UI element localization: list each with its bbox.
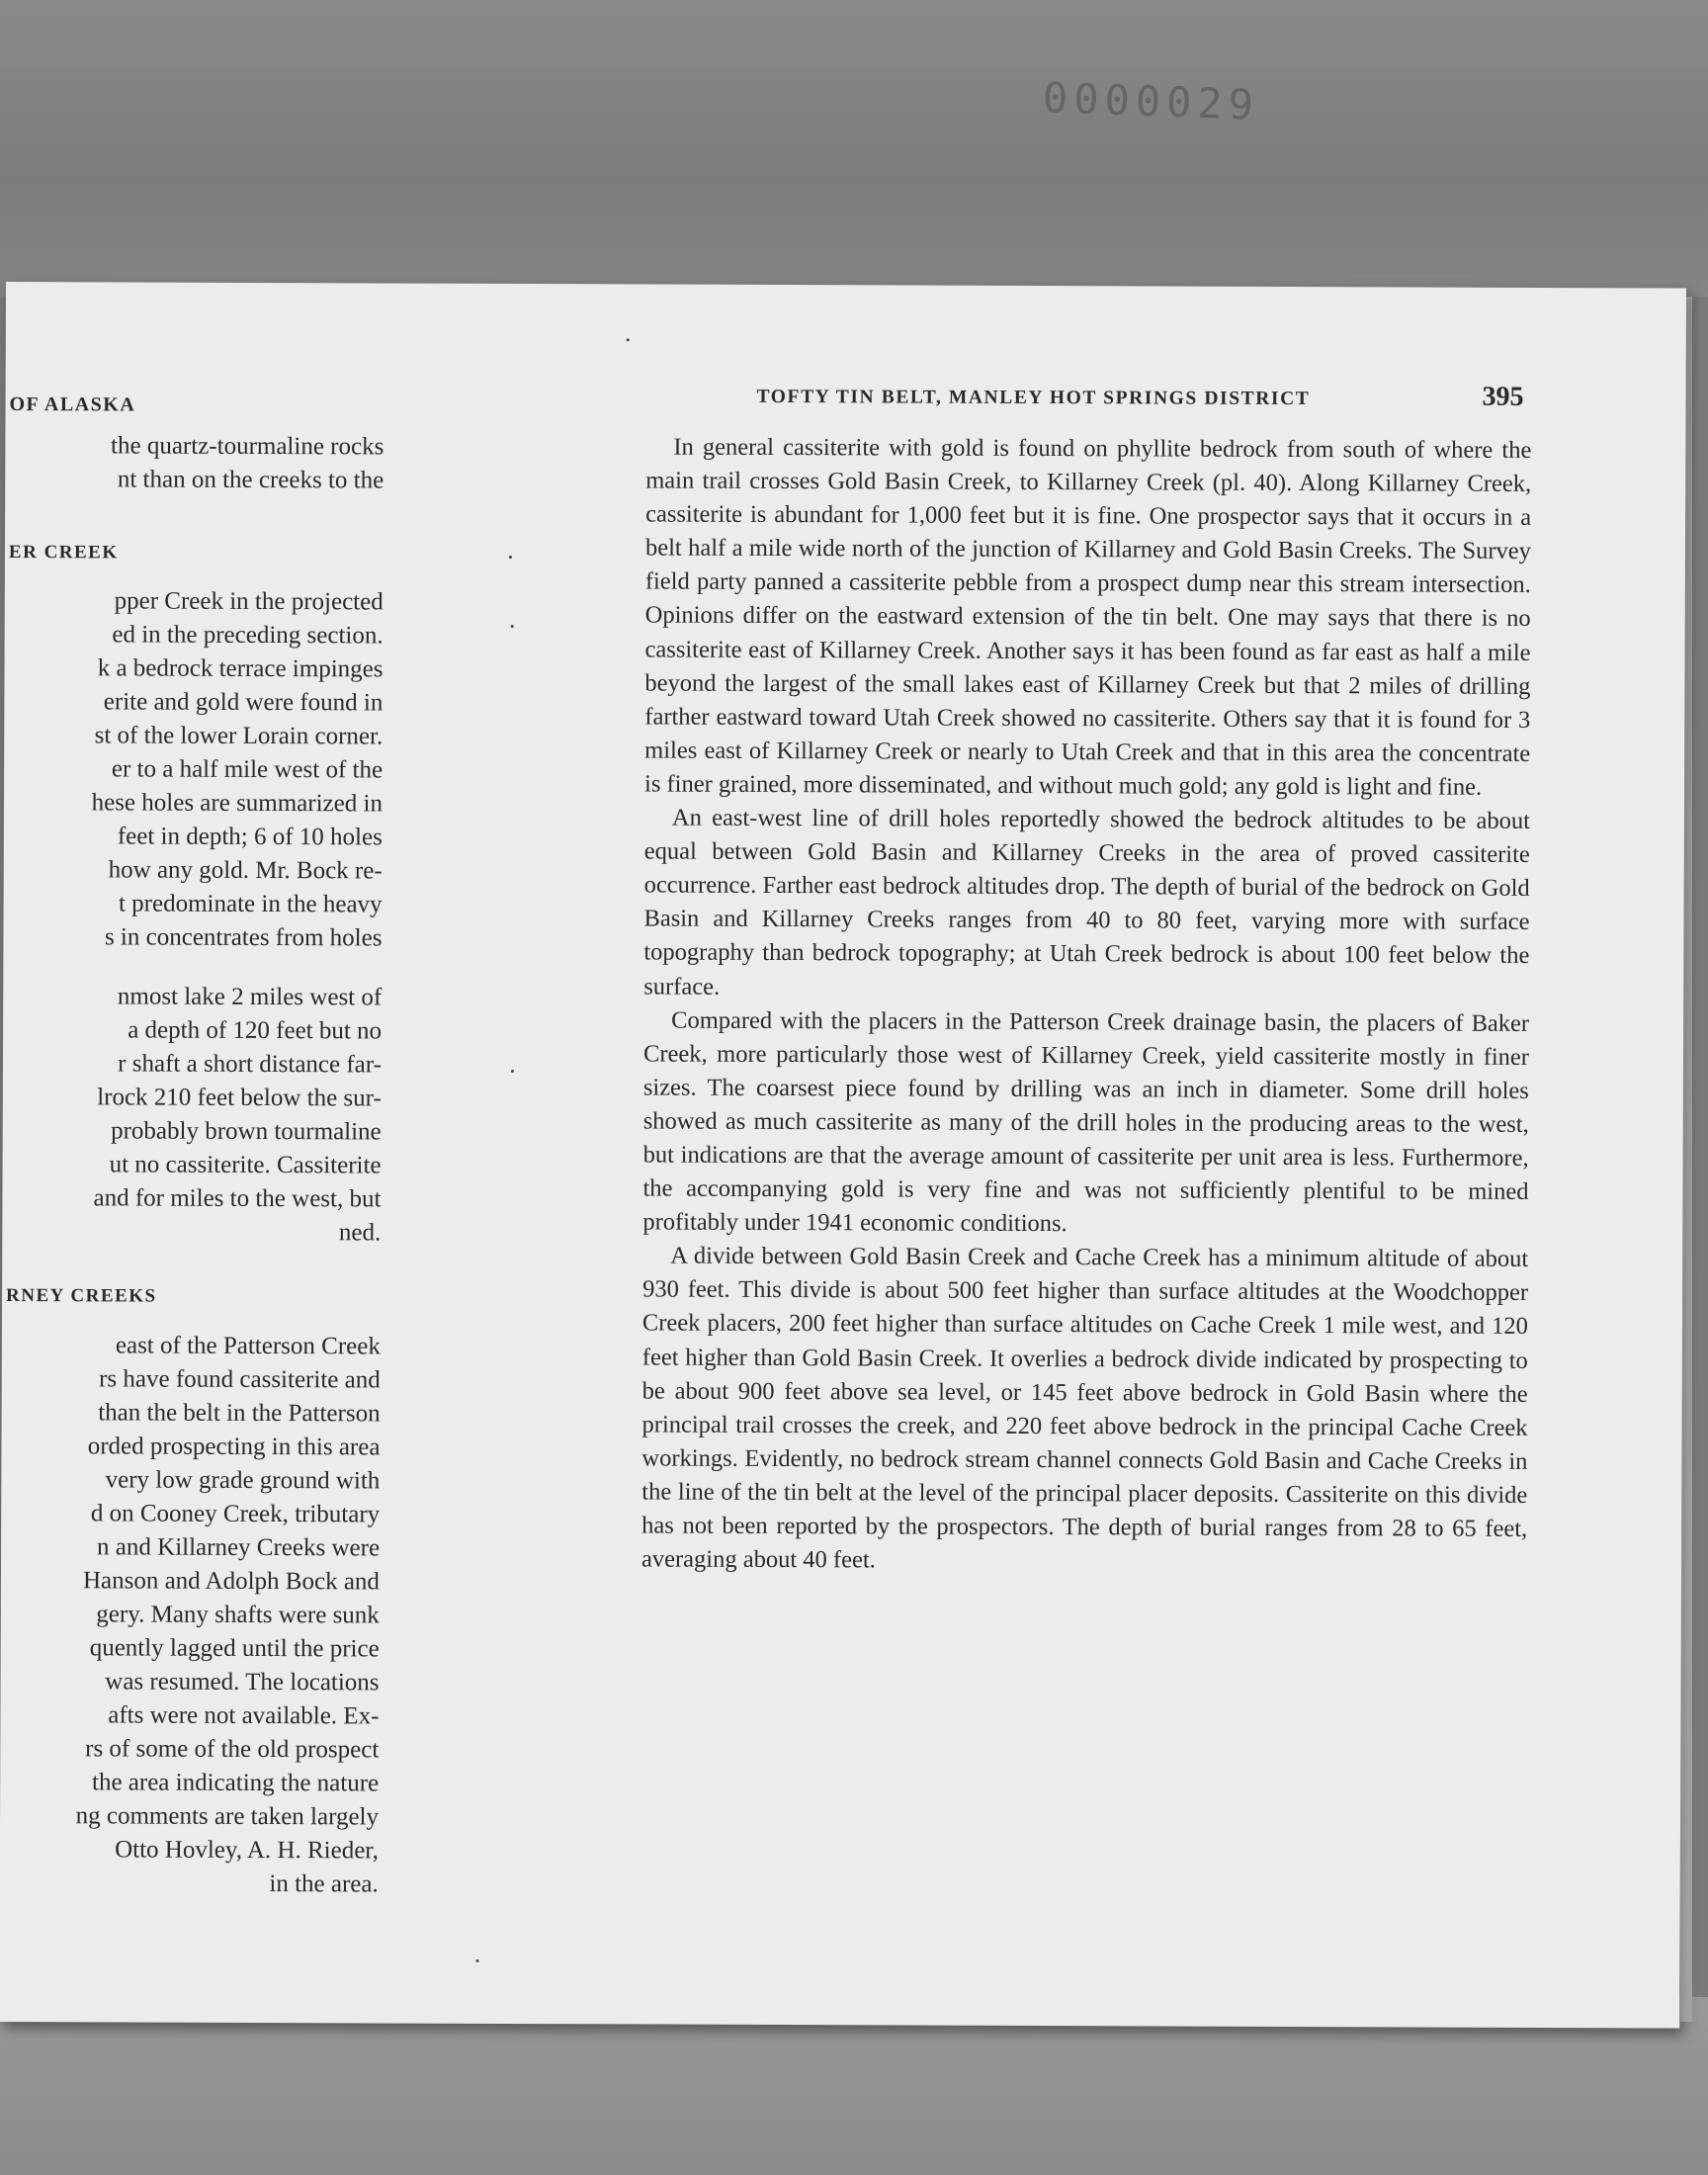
left-text-line: lrock 210 feet below the sur-: [97, 1084, 382, 1112]
left-text-line: was resumed. The locations: [105, 1668, 380, 1696]
left-text-line: s in concentrates from holes: [104, 923, 383, 952]
left-text-line: a depth of 120 feet but no: [128, 1016, 383, 1045]
left-text-line: st of the lower Lorain corner.: [94, 722, 384, 750]
left-text-line: how any gold. Mr. Bock re-: [108, 856, 383, 885]
paragraph: In general cassiterite with gold is found on phyllite bedrock from south of where the main trail crosses Gold Basin Creek, to Killarney Creek (pl. 40). Along Killarney Creek, cassiterite is abundant for 1,000 feet but it is fine. One prospector says that it occurs in a belt half a mile wide north of the junction of Killarney and Gold Basin Creeks. The Survey field party panned a cassiterite pebble from a prospect dump near this stream intersection. Opinions differ on the eastward extension of the tin belt. One may says that there is no cassiterite east of Killarney Creek. Another says it has been found as far east as half a mile beyond the largest of the small lakes east of Killarney Creek but that 2 miles of drilling farther eastward toward Utah Creek showed no cassiterite. Others say that it is found for 3 miles east of Killarney Creek or nearly to Utah Creek and that in this area the concentrate is finer grained, more disseminated, and without much gold; any gold is light and fine.: [644, 433, 1532, 801]
paragraph: An east-west line of drill holes reportedly showed the bedrock altitudes to be about equal between Gold Basin and Killarney Creeks in the area of proved cassiterite occurrence. Farther east bedrock altitudes drop. The depth of burial of the bedrock on Gold Basin and Killarney Creeks ranges from 40 to 80 feet, varying more with surface topography than bedrock topography; at Utah Creek bedrock is about 100 feet below the surface.: [643, 804, 1530, 1000]
left-text-line: Hanson and Adolph Bock and: [82, 1567, 381, 1596]
scan-speck: [627, 338, 630, 341]
left-text-line: ut no cassiterite. Cassiterite: [109, 1151, 382, 1179]
left-page-column: [0, 282, 386, 1963]
left-text-line: quently lagged until the price: [89, 1634, 380, 1663]
left-text-line: erite and gold were found in: [103, 688, 384, 717]
paragraph: A divide between Gold Basin Creek and Cache Creek has a minimum altitude of about 930 feet. This divide is about 500 feet higher than surface altitudes at the Woodchopper Creek placers, 200 feet higher than surface altitudes on Cache Creek 1 mile west, and 120 feet higher than Gold Basin Creek. It overlies a bedrock divide indicated by prospecting to be about 900 feet above sea level, or 145 feet above bedrock in Gold Basin where the principal trail crosses the creek, and 220 feet above bedrock in the principal Cache Creek workings. Evidently, no bedrock stream channel connects Gold Basin and Cache Creeks in the line of the tin belt at the level of the principal placer deposits. Cassiterite on this divide has not been reported by the prospectors. The depth of burial ranges from 28 to 65 feet, averaging about 40 feet.: [640, 1242, 1529, 1574]
left-text-line: and for miles to the west, but: [93, 1184, 382, 1213]
left-text-line: r shaft a short distance far-: [118, 1050, 383, 1079]
scan-speck: [511, 625, 514, 628]
left-text-line: Otto Hovley, A. H. Rieder,: [115, 1836, 379, 1865]
left-text-line: very low grade ground with: [105, 1466, 381, 1495]
left-text-line: afts were not available. Ex-: [108, 1701, 380, 1730]
left-text-line: k a bedrock terrace impinges: [97, 654, 384, 683]
left-text-line: the quartz-tourmaline rocks: [111, 432, 384, 461]
scan-speck: [475, 1959, 478, 1962]
scan-speck: [509, 556, 512, 559]
left-text-line: nmost lake 2 miles west of: [117, 983, 383, 1011]
archive-stamp: 0000029: [1042, 73, 1260, 130]
left-text-line: ed in the preceding section.: [112, 621, 384, 650]
left-text-line: in the area.: [269, 1870, 379, 1898]
paragraph: Compared with the placers in the Patterson Creek drainage basin, the placers of Baker Creek, more particularly those west of Killarney Creek, yield cassiterite mostly in finer sizes. The coarsest piece found by drilling was an inch in diameter. Some drill holes showed as much cassiterite as many of the drill holes in the producing areas to the west, but indications are that the average amount of cassiterite per unit area is less. Furthermore, the accompanying gold is very fine and was not sufficiently plentiful to be mined profitably under 1941 economic conditions.: [642, 1006, 1530, 1238]
left-text-line: ned.: [338, 1219, 382, 1247]
running-header: TOFTY TIN BELT, MANLEY HOT SPRINGS DISTRICT: [756, 386, 1311, 410]
left-text-line: probably brown tourmaline: [111, 1117, 382, 1146]
book-spread: [0, 282, 1686, 2029]
left-text-line: er to a half mile west of the: [111, 755, 384, 784]
left-section-heading: RNEY CREEKS: [6, 1285, 157, 1307]
left-text-line: rs of some of the old prospect: [85, 1735, 380, 1764]
left-text-line: east of the Patterson Creek: [115, 1332, 381, 1360]
left-text-line: nt than on the creeks to the: [117, 466, 384, 494]
left-text-line: orded prospecting in this area: [87, 1433, 381, 1461]
left-section-heading: ER CREEK: [8, 542, 119, 564]
scan-speck: [511, 1070, 514, 1073]
left-text-line: gery. Many shafts were sunk: [96, 1601, 380, 1629]
left-text-line: d on Cooney Creek, tributary: [90, 1500, 381, 1528]
right-page-body: [641, 430, 1531, 1580]
left-text-line: pper Creek in the projected: [114, 587, 384, 616]
page-number: 395: [1482, 381, 1524, 412]
left-text-line: the area indicating the nature: [91, 1769, 380, 1797]
left-page-header: OF ALASKA: [9, 393, 136, 416]
left-text-line: ng comments are taken largely: [75, 1802, 380, 1831]
left-text-line: hese holes are summarized in: [91, 789, 384, 818]
left-text-line: than the belt in the Patterson: [98, 1399, 381, 1428]
left-text-line: feet in depth; 6 of 10 holes: [117, 823, 383, 851]
scanner-backdrop-top: [0, 0, 1708, 297]
left-text-line: n and Killarney Creeks were: [97, 1533, 381, 1562]
left-text-line: t predominate in the heavy: [118, 890, 383, 918]
left-text-line: rs have found cassiterite and: [99, 1365, 381, 1394]
